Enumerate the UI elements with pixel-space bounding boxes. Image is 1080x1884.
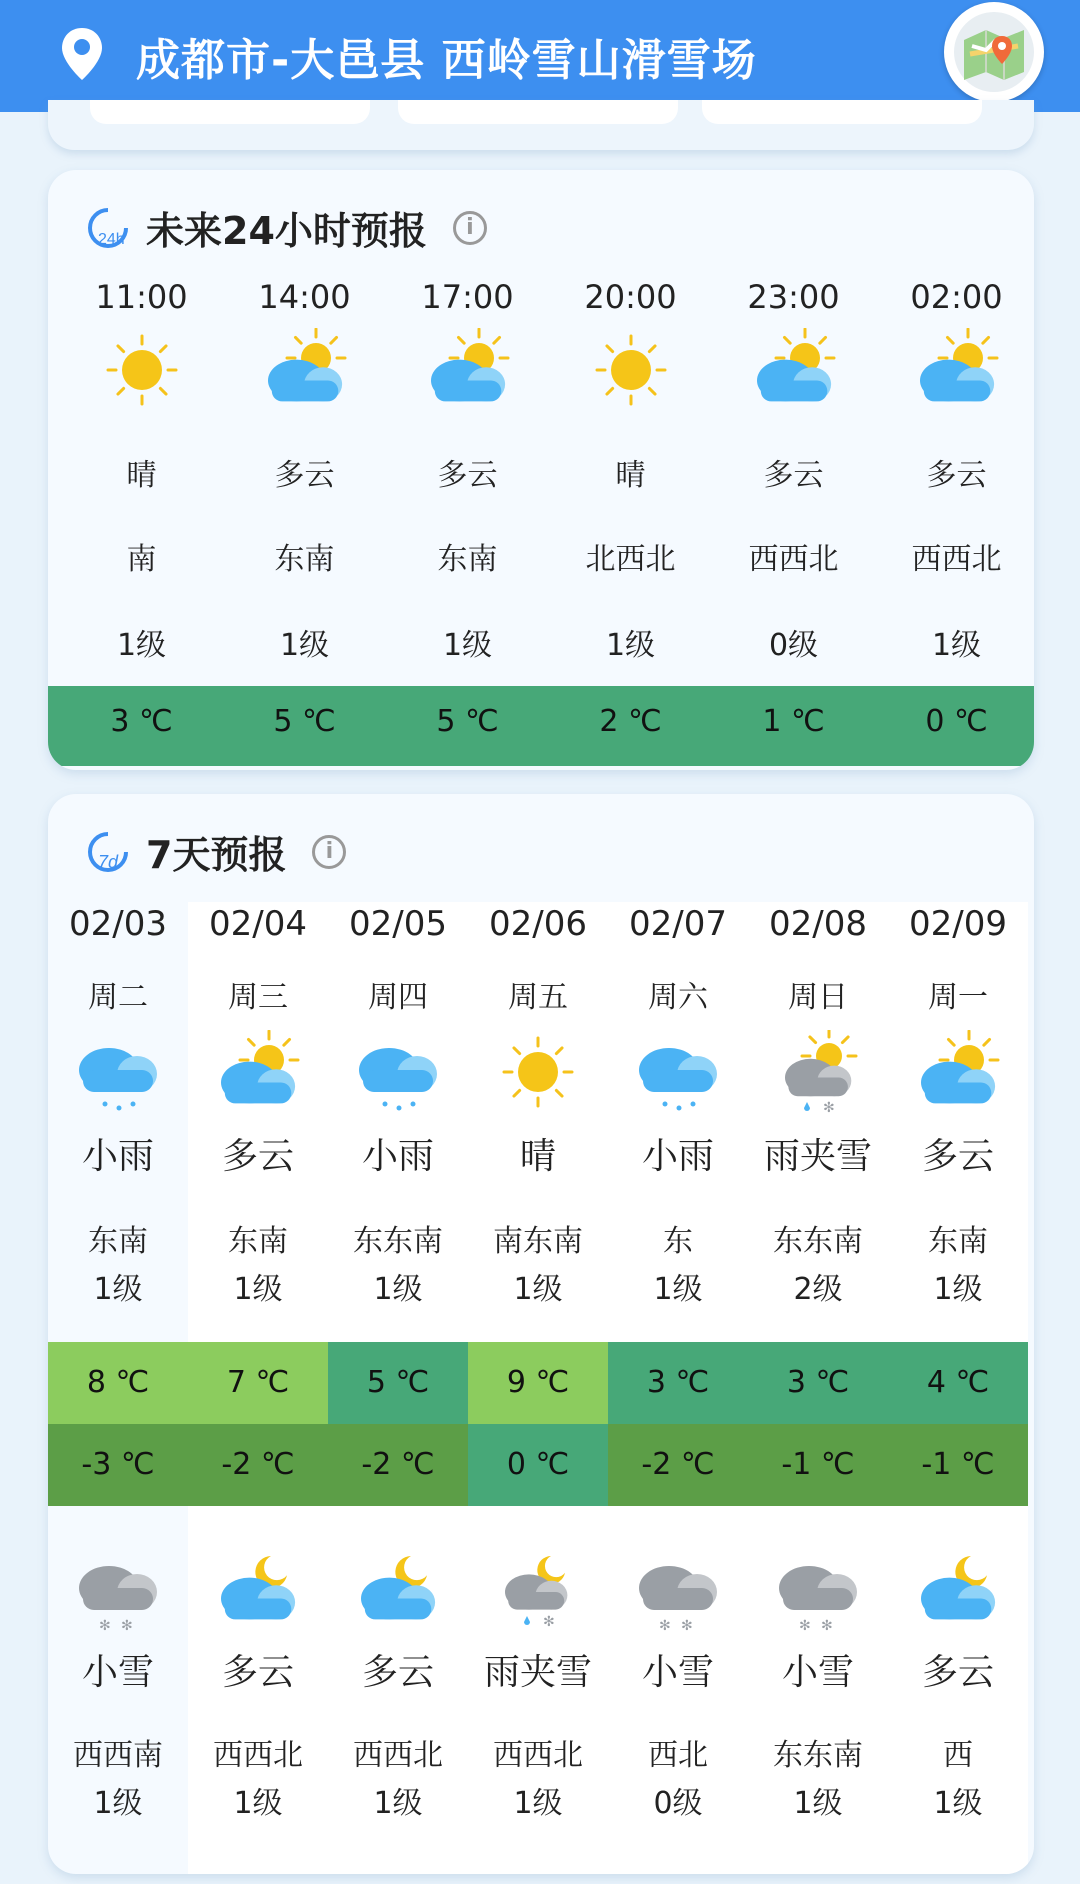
day-high-temp: 5 ℃ <box>328 1342 468 1424</box>
hour-temperature: 0 ℃ <box>925 704 988 739</box>
hour-temperature: 5 ℃ <box>273 704 336 739</box>
partly-cloudy-icon <box>386 328 549 418</box>
night-wind-level: 1级 <box>373 1786 423 1821</box>
hour-wind-direction: 南 <box>126 542 157 577</box>
hour-condition: 晴 <box>615 458 646 493</box>
night-condition: 小雪 <box>641 1652 714 1693</box>
day-high-temp: 3 ℃ <box>608 1342 748 1424</box>
svg-text:✻: ✻ <box>681 1618 693 1634</box>
hour-condition: 多云 <box>926 458 987 493</box>
snow-icon <box>48 1544 188 1634</box>
day-condition: 小雨 <box>641 1136 714 1177</box>
day-high-temp: 3 ℃ <box>748 1342 888 1424</box>
day-date: 02/06 <box>489 904 587 944</box>
map-pin-icon <box>60 26 104 82</box>
night-condition: 多云 <box>921 1652 994 1693</box>
hour-wind-level: 1级 <box>605 628 656 663</box>
day-condition: 雨夹雪 <box>763 1136 872 1177</box>
hour-temperature: 3 ℃ <box>110 704 173 739</box>
hour-condition: 多云 <box>437 458 498 493</box>
night-condition: 小雪 <box>81 1652 154 1693</box>
day-condition: 多云 <box>221 1136 294 1177</box>
night-wind-level: 1级 <box>793 1786 843 1821</box>
svg-text:✻: ✻ <box>823 1100 835 1116</box>
info-icon[interactable]: i <box>453 211 487 245</box>
hour-wind-direction: 西西北 <box>911 542 1002 577</box>
hour-wind-level: 0级 <box>768 628 819 663</box>
svg-text:7d: 7d <box>98 851 119 872</box>
svg-text:✻: ✻ <box>99 1618 111 1634</box>
hour-wind-direction: 北西北 <box>585 542 676 577</box>
hour-time: 11:00 <box>95 278 188 316</box>
night-wind-level: 0级 <box>653 1786 703 1821</box>
hourly-header <box>84 200 487 255</box>
day-low-temp: -2 ℃ <box>608 1424 748 1506</box>
night-condition: 多云 <box>221 1652 294 1693</box>
night-wind-direction: 西西北 <box>353 1738 443 1773</box>
day-date: 02/05 <box>349 904 447 944</box>
day-low-temp: -2 ℃ <box>328 1424 468 1506</box>
hour-wind-level: 1级 <box>931 628 982 663</box>
night-condition: 雨夹雪 <box>483 1652 592 1693</box>
map-button[interactable] <box>944 2 1044 102</box>
day-wind-direction: 东 <box>663 1224 693 1259</box>
day-weekday: 周六 <box>648 980 708 1015</box>
hour-wind-level: 1级 <box>116 628 167 663</box>
night-wind-direction: 西北 <box>648 1738 708 1773</box>
svg-text:24h: 24h <box>98 230 125 248</box>
hour-temperature: 1 ℃ <box>762 704 825 739</box>
partly-cloudy-icon <box>188 1030 328 1120</box>
hour-time: 02:00 <box>910 278 1003 316</box>
partly-cloudy-icon <box>712 328 875 418</box>
day-condition: 多云 <box>921 1136 994 1177</box>
night-sleet-icon <box>468 1544 608 1634</box>
day-high-temp: 7 ℃ <box>188 1342 328 1424</box>
svg-text:✻: ✻ <box>799 1618 811 1634</box>
partly-cloudy-icon <box>875 328 1034 418</box>
hour-wind-level: 1级 <box>279 628 330 663</box>
day-wind-direction: 东南 <box>228 1224 288 1259</box>
hour-time: 14:00 <box>258 278 351 316</box>
hour-time: 20:00 <box>584 278 677 316</box>
day-condition: 小雨 <box>361 1136 434 1177</box>
sunny-icon <box>468 1030 608 1120</box>
night-cloudy-icon <box>188 1544 328 1634</box>
day-date: 02/04 <box>209 904 307 944</box>
calendar-7d-icon <box>84 830 132 874</box>
hour-condition: 多云 <box>763 458 824 493</box>
sunny-icon <box>60 328 223 418</box>
day-weekday: 周二 <box>88 980 148 1015</box>
svg-text:✻: ✻ <box>821 1618 833 1634</box>
hour-wind-direction: 东南 <box>437 542 498 577</box>
day-weekday: 周四 <box>368 980 428 1015</box>
day-weekday: 周三 <box>228 980 288 1015</box>
night-wind-direction: 西西南 <box>73 1738 163 1773</box>
day-high-temp: 9 ℃ <box>468 1342 608 1424</box>
hour-condition: 晴 <box>126 458 157 493</box>
day-date: 02/03 <box>69 904 167 944</box>
snow-icon <box>608 1544 748 1634</box>
sleet-icon <box>748 1030 888 1120</box>
day-wind-level: 1级 <box>653 1272 703 1307</box>
rain-icon <box>328 1030 468 1120</box>
day-wind-direction: 东南 <box>928 1224 988 1259</box>
svg-text:✻: ✻ <box>543 1614 555 1630</box>
daily-title: 7天预报 <box>146 833 287 877</box>
clock-24h-icon <box>84 206 132 250</box>
day-weekday: 周日 <box>788 980 848 1015</box>
hourly-title: 未来24小时预报 <box>146 209 427 253</box>
day-wind-direction: 东南 <box>88 1224 148 1259</box>
hour-time: 17:00 <box>421 278 514 316</box>
previous-card-pill <box>90 100 370 124</box>
night-wind-level: 1级 <box>933 1786 983 1821</box>
day-date: 02/07 <box>629 904 727 944</box>
day-condition: 晴 <box>519 1136 556 1177</box>
day-weekday: 周五 <box>508 980 568 1015</box>
day-low-temp: -3 ℃ <box>48 1424 188 1506</box>
night-wind-direction: 西西北 <box>213 1738 303 1773</box>
day-low-temp: -2 ℃ <box>188 1424 328 1506</box>
day-wind-level: 1级 <box>373 1272 423 1307</box>
hour-wind-direction: 西西北 <box>748 542 839 577</box>
day-wind-level: 2级 <box>793 1272 843 1307</box>
day-low-temp: -1 ℃ <box>748 1424 888 1506</box>
day-wind-level: 1级 <box>513 1272 563 1307</box>
day-low-temp: -1 ℃ <box>888 1424 1028 1506</box>
previous-card-pill <box>398 100 678 124</box>
day-date: 02/08 <box>769 904 867 944</box>
night-wind-level: 1级 <box>513 1786 563 1821</box>
daily-header <box>84 824 346 879</box>
day-wind-direction: 东东南 <box>353 1224 443 1259</box>
svg-text:✻: ✻ <box>121 1618 133 1634</box>
hour-temperature: 5 ℃ <box>436 704 499 739</box>
hour-temperature: 2 ℃ <box>599 704 662 739</box>
day-low-temp: 0 ℃ <box>468 1424 608 1506</box>
partly-cloudy-icon <box>223 328 386 418</box>
night-wind-direction: 西西北 <box>493 1738 583 1773</box>
night-wind-direction: 西 <box>943 1738 973 1773</box>
day-weekday: 周一 <box>928 980 988 1015</box>
hourly-forecast-card <box>48 170 1034 770</box>
day-wind-level: 1级 <box>233 1272 283 1307</box>
night-cloudy-icon <box>888 1544 1028 1634</box>
top-bar <box>0 0 1080 112</box>
partly-cloudy-icon <box>888 1030 1028 1120</box>
night-cloudy-icon <box>328 1544 468 1634</box>
day-wind-level: 1级 <box>933 1272 983 1307</box>
day-date: 02/09 <box>909 904 1007 944</box>
night-wind-level: 1级 <box>233 1786 283 1821</box>
day-high-temp: 4 ℃ <box>888 1342 1028 1424</box>
day-wind-direction: 南东南 <box>493 1224 583 1259</box>
night-wind-level: 1级 <box>93 1786 143 1821</box>
daily-forecast-card <box>48 794 1034 1874</box>
day-condition: 小雨 <box>81 1136 154 1177</box>
day-wind-direction: 东东南 <box>773 1224 863 1259</box>
sunny-icon <box>549 328 712 418</box>
hour-wind-level: 1级 <box>442 628 493 663</box>
day-high-temp: 8 ℃ <box>48 1342 188 1424</box>
previous-card-pill <box>702 100 982 124</box>
hour-condition: 多云 <box>274 458 335 493</box>
hour-time: 23:00 <box>747 278 840 316</box>
location-title[interactable]: 成都市-大邑县 西岭雪山滑雪场 <box>136 35 757 86</box>
rain-icon <box>48 1030 188 1120</box>
hour-wind-direction: 东南 <box>274 542 335 577</box>
info-icon[interactable]: i <box>312 835 346 869</box>
svg-text:✻: ✻ <box>659 1618 671 1634</box>
night-condition: 小雪 <box>781 1652 854 1693</box>
day-wind-level: 1级 <box>93 1272 143 1307</box>
night-condition: 多云 <box>361 1652 434 1693</box>
rain-icon <box>608 1030 748 1120</box>
map-icon <box>952 10 1036 94</box>
snow-icon <box>748 1544 888 1634</box>
night-wind-direction: 东东南 <box>773 1738 863 1773</box>
previous-card-edge <box>48 100 1034 150</box>
